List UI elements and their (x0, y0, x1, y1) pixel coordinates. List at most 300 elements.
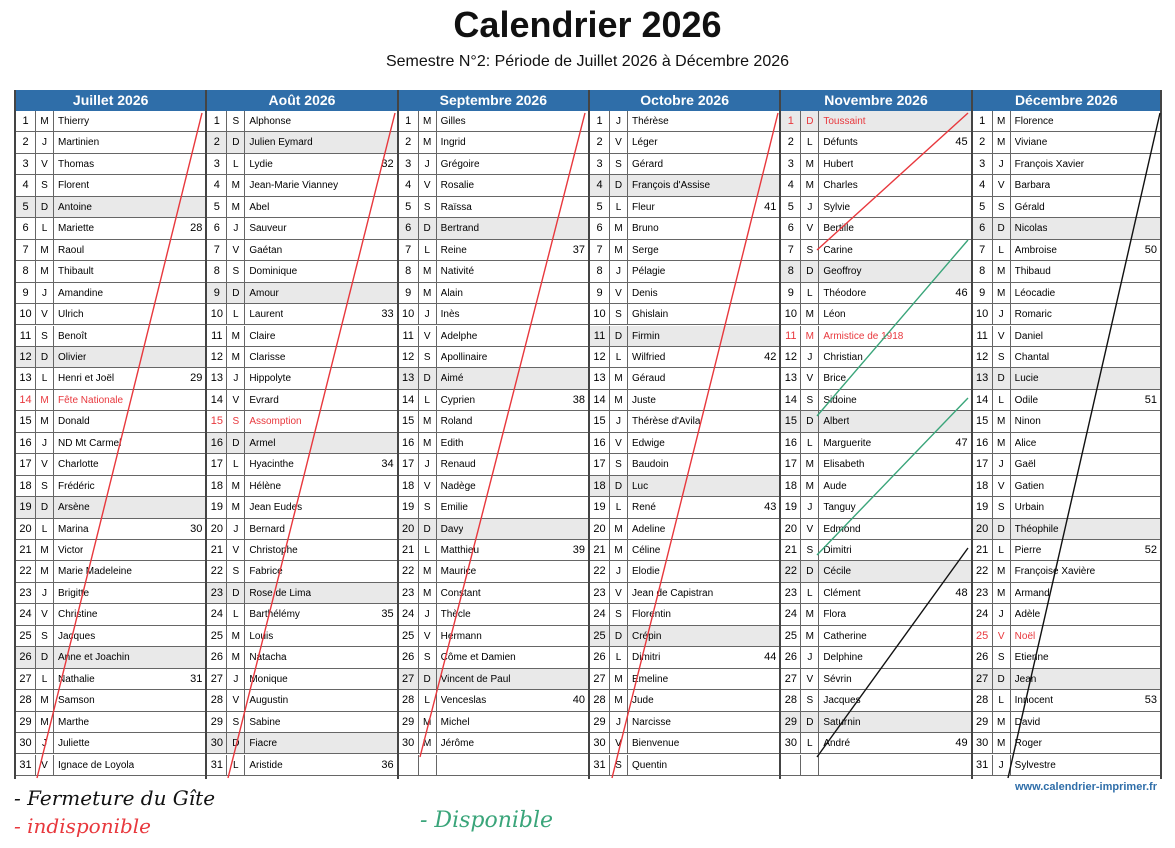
day-row (590, 111, 779, 132)
day-number: 5 (781, 197, 801, 218)
day-number: 28 (399, 690, 419, 711)
day-row (781, 368, 970, 389)
day-number: 10 (781, 304, 801, 325)
day-of-week: L (227, 454, 245, 475)
day-of-week: M (36, 111, 54, 132)
day-row (207, 755, 396, 776)
day-of-week: V (610, 583, 628, 604)
day-number: 19 (973, 497, 993, 518)
day-number: 26 (781, 647, 801, 668)
day-row (590, 411, 779, 432)
day-number: 3 (781, 154, 801, 175)
day-row (207, 497, 396, 518)
day-number: 1 (399, 111, 419, 132)
day-of-week: J (801, 497, 819, 518)
saint-name: Michel (440, 716, 470, 728)
day-of-week: S (801, 390, 819, 411)
day-row (207, 197, 396, 218)
day-of-week: V (610, 283, 628, 304)
saint-name: Cécile (823, 566, 852, 578)
day-row (16, 304, 205, 325)
saint-name: Tanguy (823, 502, 856, 514)
day-row (399, 604, 588, 625)
day-row (590, 132, 779, 153)
week-number: 28 (190, 222, 203, 235)
day-number: 28 (781, 690, 801, 711)
day-of-week: S (36, 326, 54, 347)
saint-name: Juste (632, 394, 656, 406)
day-of-week: M (993, 733, 1011, 754)
saint-name: Venceslas (440, 695, 487, 707)
day-number: 21 (781, 540, 801, 561)
saint-name: Jérôme (440, 738, 475, 750)
month-2 (397, 90, 588, 779)
month-header: Juillet 2026 (16, 90, 205, 111)
day-number: 16 (399, 433, 419, 454)
day-number: 3 (16, 154, 36, 175)
saint-name: Maurice (440, 566, 477, 578)
day-of-week: M (993, 111, 1011, 132)
day-row (590, 712, 779, 733)
day-number: 8 (207, 261, 227, 282)
day-of-week: V (36, 154, 54, 175)
saint-name: Hubert (823, 158, 854, 170)
saint-name: Aimé (440, 373, 464, 385)
saint-name: Nathalie (58, 673, 95, 685)
day-row (16, 519, 205, 540)
day-of-week: M (419, 733, 437, 754)
day-of-week: L (419, 540, 437, 561)
day-number: 6 (973, 218, 993, 239)
saint-name: Noël (1014, 630, 1036, 642)
day-of-week: D (419, 368, 437, 389)
day-number: 17 (207, 454, 227, 475)
day-of-week: S (36, 626, 54, 647)
day-number: 8 (973, 261, 993, 282)
day-of-week: L (993, 390, 1011, 411)
month-header: Octobre 2026 (590, 90, 779, 111)
day-of-week: L (419, 240, 437, 261)
day-number: 14 (399, 390, 419, 411)
day-of-week: M (36, 540, 54, 561)
day-row (590, 368, 779, 389)
day-of-week: J (36, 132, 54, 153)
day-number: 7 (781, 240, 801, 261)
day-row (207, 626, 396, 647)
empty-cell (801, 755, 819, 776)
day-of-week: V (610, 132, 628, 153)
day-number: 20 (973, 519, 993, 540)
saint-name: Augustin (249, 695, 289, 707)
day-number: 7 (590, 240, 610, 261)
day-of-week: D (36, 497, 54, 518)
saint-name: Elisabeth (823, 459, 865, 471)
day-of-week: S (419, 647, 437, 668)
day-number: 12 (590, 347, 610, 368)
day-of-week: M (419, 261, 437, 282)
day-of-week: M (227, 326, 245, 347)
day-number: 15 (973, 411, 993, 432)
day-row (973, 497, 1160, 518)
day-of-week: L (227, 604, 245, 625)
day-row (399, 690, 588, 711)
saint-name: Flora (823, 609, 847, 621)
day-row (399, 540, 588, 561)
day-number: 4 (590, 175, 610, 196)
day-row (973, 561, 1160, 582)
month-4 (779, 90, 970, 779)
day-row (781, 132, 970, 153)
saint-name: Lucie (1014, 373, 1039, 385)
saint-name: Clément (823, 587, 861, 599)
day-number: 27 (973, 669, 993, 690)
saint-name: Théophile (1014, 523, 1059, 535)
saint-name: Antoine (58, 201, 92, 213)
saint-name: Sabine (249, 716, 281, 728)
saint-name: Clarisse (249, 351, 286, 363)
day-of-week: M (993, 261, 1011, 282)
legend-unavailable: - indisponible (14, 814, 152, 838)
day-row (16, 712, 205, 733)
day-row (16, 454, 205, 475)
day-row (973, 433, 1160, 454)
saint-name: Raoul (58, 244, 85, 256)
saint-name: Martinien (58, 137, 100, 149)
day-number: 20 (781, 519, 801, 540)
day-row (16, 261, 205, 282)
day-row (207, 712, 396, 733)
day-of-week: M (227, 476, 245, 497)
day-of-week: M (801, 454, 819, 475)
day-of-week: M (801, 175, 819, 196)
day-of-week: M (993, 561, 1011, 582)
day-row (16, 197, 205, 218)
day-row (207, 540, 396, 561)
day-row (207, 261, 396, 282)
day-of-week: V (993, 175, 1011, 196)
day-row (16, 690, 205, 711)
day-number: 13 (973, 368, 993, 389)
saint-name: Olivier (58, 351, 87, 363)
week-number: 49 (955, 737, 968, 750)
day-row (399, 583, 588, 604)
saint-name: Bienvenue (632, 738, 680, 750)
day-number: 16 (781, 433, 801, 454)
day-of-week: J (227, 368, 245, 389)
day-of-week: D (36, 347, 54, 368)
day-number: 14 (207, 390, 227, 411)
day-of-week: S (419, 347, 437, 368)
day-of-week: M (227, 197, 245, 218)
day-number: 5 (399, 197, 419, 218)
day-of-week: M (227, 347, 245, 368)
day-row (16, 733, 205, 754)
saint-name: Apollinaire (440, 351, 488, 363)
day-of-week: M (801, 304, 819, 325)
day-number: 17 (590, 454, 610, 475)
saint-name: Léger (632, 137, 658, 149)
day-row (207, 604, 396, 625)
day-of-week: J (419, 454, 437, 475)
saint-name: Thérèse d'Avila (632, 416, 701, 428)
day-row (399, 304, 588, 325)
day-of-week: V (801, 519, 819, 540)
day-row (781, 326, 970, 347)
day-of-week: S (610, 755, 628, 776)
day-row (590, 326, 779, 347)
saint-name: Rose de Lima (249, 587, 312, 599)
saint-name: Pélagie (632, 266, 666, 278)
day-number: 12 (16, 347, 36, 368)
day-row (781, 669, 970, 690)
day-number: 4 (399, 175, 419, 196)
saint-name: Thibault (58, 266, 94, 278)
saint-name: Florentin (632, 609, 671, 621)
day-row (399, 154, 588, 175)
saint-name: ND Mt Carmel (58, 437, 122, 449)
day-of-week: J (801, 347, 819, 368)
day-row (973, 197, 1160, 218)
day-row (207, 476, 396, 497)
saint-name: Vincent de Paul (440, 673, 511, 685)
day-of-week: L (610, 497, 628, 518)
day-row (973, 519, 1160, 540)
day-row (399, 197, 588, 218)
day-number: 25 (16, 626, 36, 647)
day-number: 2 (207, 132, 227, 153)
day-row (399, 326, 588, 347)
day-of-week: M (227, 175, 245, 196)
day-row (207, 132, 396, 153)
day-of-week: M (993, 132, 1011, 153)
day-of-week: S (419, 497, 437, 518)
saint-name: Donald (58, 416, 90, 428)
day-of-week: J (993, 755, 1011, 776)
saint-name: Gaël (1014, 459, 1036, 471)
saint-name: Jean de Capistran (632, 587, 714, 599)
day-number: 15 (590, 411, 610, 432)
day-number: 3 (590, 154, 610, 175)
day-of-week: J (227, 218, 245, 239)
day-of-week: S (227, 111, 245, 132)
day-number: 11 (590, 326, 610, 347)
day-row (399, 368, 588, 389)
day-number: 30 (590, 733, 610, 754)
empty-cell (399, 755, 419, 776)
saint-name: Ignace de Loyola (58, 759, 135, 771)
day-row (781, 519, 970, 540)
day-row (207, 218, 396, 239)
day-row (781, 604, 970, 625)
saint-name: Viviane (1014, 137, 1048, 149)
day-number: 15 (399, 411, 419, 432)
saint-name: Aristide (249, 759, 283, 771)
day-number: 25 (399, 626, 419, 647)
day-of-week: V (801, 368, 819, 389)
day-row (399, 240, 588, 261)
day-row (590, 561, 779, 582)
week-number: 38 (572, 393, 585, 406)
day-row (781, 755, 970, 776)
day-number: 9 (781, 283, 801, 304)
day-number: 11 (16, 326, 36, 347)
day-of-week: V (419, 476, 437, 497)
day-row (207, 390, 396, 411)
saint-name: Assomption (249, 416, 302, 428)
saint-name: Pierre (1014, 545, 1042, 556)
day-row (590, 540, 779, 561)
day-of-week: D (227, 132, 245, 153)
day-number: 20 (16, 519, 36, 540)
day-row (16, 669, 205, 690)
day-number: 23 (973, 583, 993, 604)
saint-name: Chantal (1014, 351, 1050, 363)
day-of-week: S (227, 261, 245, 282)
day-number: 17 (973, 454, 993, 475)
day-row (590, 604, 779, 625)
saint-name: Ulrich (58, 309, 84, 321)
month-5 (971, 90, 1162, 779)
day-row (973, 304, 1160, 325)
saint-name: Edwige (632, 437, 665, 449)
saint-name: Christian (823, 351, 863, 363)
week-number: 35 (381, 608, 394, 621)
day-number: 23 (781, 583, 801, 604)
saint-name: Laurent (249, 309, 284, 321)
day-row (973, 411, 1160, 432)
day-row (781, 712, 970, 733)
day-row (207, 347, 396, 368)
day-number: 28 (16, 690, 36, 711)
day-of-week: M (993, 433, 1011, 454)
saint-name: Géraud (632, 373, 666, 385)
day-row (590, 240, 779, 261)
day-row (207, 326, 396, 347)
day-number: 6 (781, 218, 801, 239)
saint-name: Dimitri (823, 545, 852, 556)
day-of-week: S (993, 497, 1011, 518)
saint-name: Lydie (249, 158, 273, 170)
saint-name: Marthe (58, 716, 90, 728)
saint-name: Roland (440, 416, 473, 428)
day-row (207, 733, 396, 754)
day-of-week: S (993, 197, 1011, 218)
day-row (399, 626, 588, 647)
week-number: 34 (381, 458, 394, 471)
day-of-week: S (36, 175, 54, 196)
week-number: 48 (955, 586, 968, 599)
footer-url[interactable]: www.calendrier-imprimer.fr (1014, 781, 1157, 793)
day-number: 15 (16, 411, 36, 432)
saint-name: Bertrand (440, 223, 480, 235)
saint-name: Sylvie (823, 201, 851, 213)
day-of-week: J (36, 283, 54, 304)
day-number: 6 (207, 218, 227, 239)
saint-name: Ingrid (440, 137, 466, 149)
day-of-week: L (227, 154, 245, 175)
day-of-week: D (419, 669, 437, 690)
day-of-week: L (610, 647, 628, 668)
day-of-week: L (419, 690, 437, 711)
saint-name: Sévrin (823, 673, 852, 685)
day-number: 6 (16, 218, 36, 239)
day-number: 2 (781, 132, 801, 153)
day-row (973, 540, 1160, 561)
saint-name: Ninon (1014, 416, 1041, 428)
day-number: 14 (781, 390, 801, 411)
day-of-week: L (993, 240, 1011, 261)
day-number: 13 (207, 368, 227, 389)
saint-name: Jude (632, 695, 654, 707)
day-of-week: M (36, 390, 54, 411)
saint-name: René (632, 502, 656, 514)
day-of-week: L (610, 197, 628, 218)
day-row (207, 411, 396, 432)
day-row (973, 154, 1160, 175)
day-number: 24 (973, 604, 993, 625)
day-row (16, 218, 205, 239)
saint-name: Frédéric (58, 480, 95, 492)
saint-name: Odile (1014, 394, 1039, 406)
day-of-week: J (227, 669, 245, 690)
saint-name: Jean (1014, 673, 1037, 685)
day-of-week: J (993, 604, 1011, 625)
day-number: 10 (16, 304, 36, 325)
day-number: 25 (781, 626, 801, 647)
day-of-week: S (227, 712, 245, 733)
day-number: 5 (973, 197, 993, 218)
day-number: 13 (590, 368, 610, 389)
saint-name: Julien Eymard (249, 137, 313, 149)
saint-name: Daniel (1014, 330, 1044, 342)
day-row (399, 733, 588, 754)
saint-name: Benoît (58, 330, 87, 342)
day-of-week: D (801, 261, 819, 282)
day-number: 11 (207, 326, 227, 347)
day-row (399, 476, 588, 497)
day-row (781, 154, 970, 175)
day-row (781, 733, 970, 754)
day-number: 1 (781, 111, 801, 132)
saint-name: Nadège (440, 480, 476, 492)
day-number: 4 (16, 175, 36, 196)
day-row (399, 647, 588, 668)
day-row (590, 283, 779, 304)
day-of-week: M (801, 604, 819, 625)
day-row (590, 261, 779, 282)
day-of-week: M (610, 669, 628, 690)
saint-name: Armistice de 1918 (823, 330, 904, 342)
day-of-week: L (36, 669, 54, 690)
day-number: 25 (973, 626, 993, 647)
day-number: 24 (590, 604, 610, 625)
day-row (973, 347, 1160, 368)
day-of-week: D (993, 519, 1011, 540)
day-row (16, 626, 205, 647)
day-row (590, 755, 779, 776)
day-of-week: S (993, 647, 1011, 668)
saint-name: Baudoin (632, 459, 669, 471)
day-number: 12 (399, 347, 419, 368)
day-number: 29 (590, 712, 610, 733)
saint-name: Victor (58, 545, 84, 556)
day-row (16, 175, 205, 196)
day-number: 4 (781, 175, 801, 196)
saint-name: Charles (823, 180, 858, 192)
saint-name: Sauveur (249, 223, 287, 235)
day-number: 2 (590, 132, 610, 153)
saint-name: Inès (440, 309, 460, 321)
